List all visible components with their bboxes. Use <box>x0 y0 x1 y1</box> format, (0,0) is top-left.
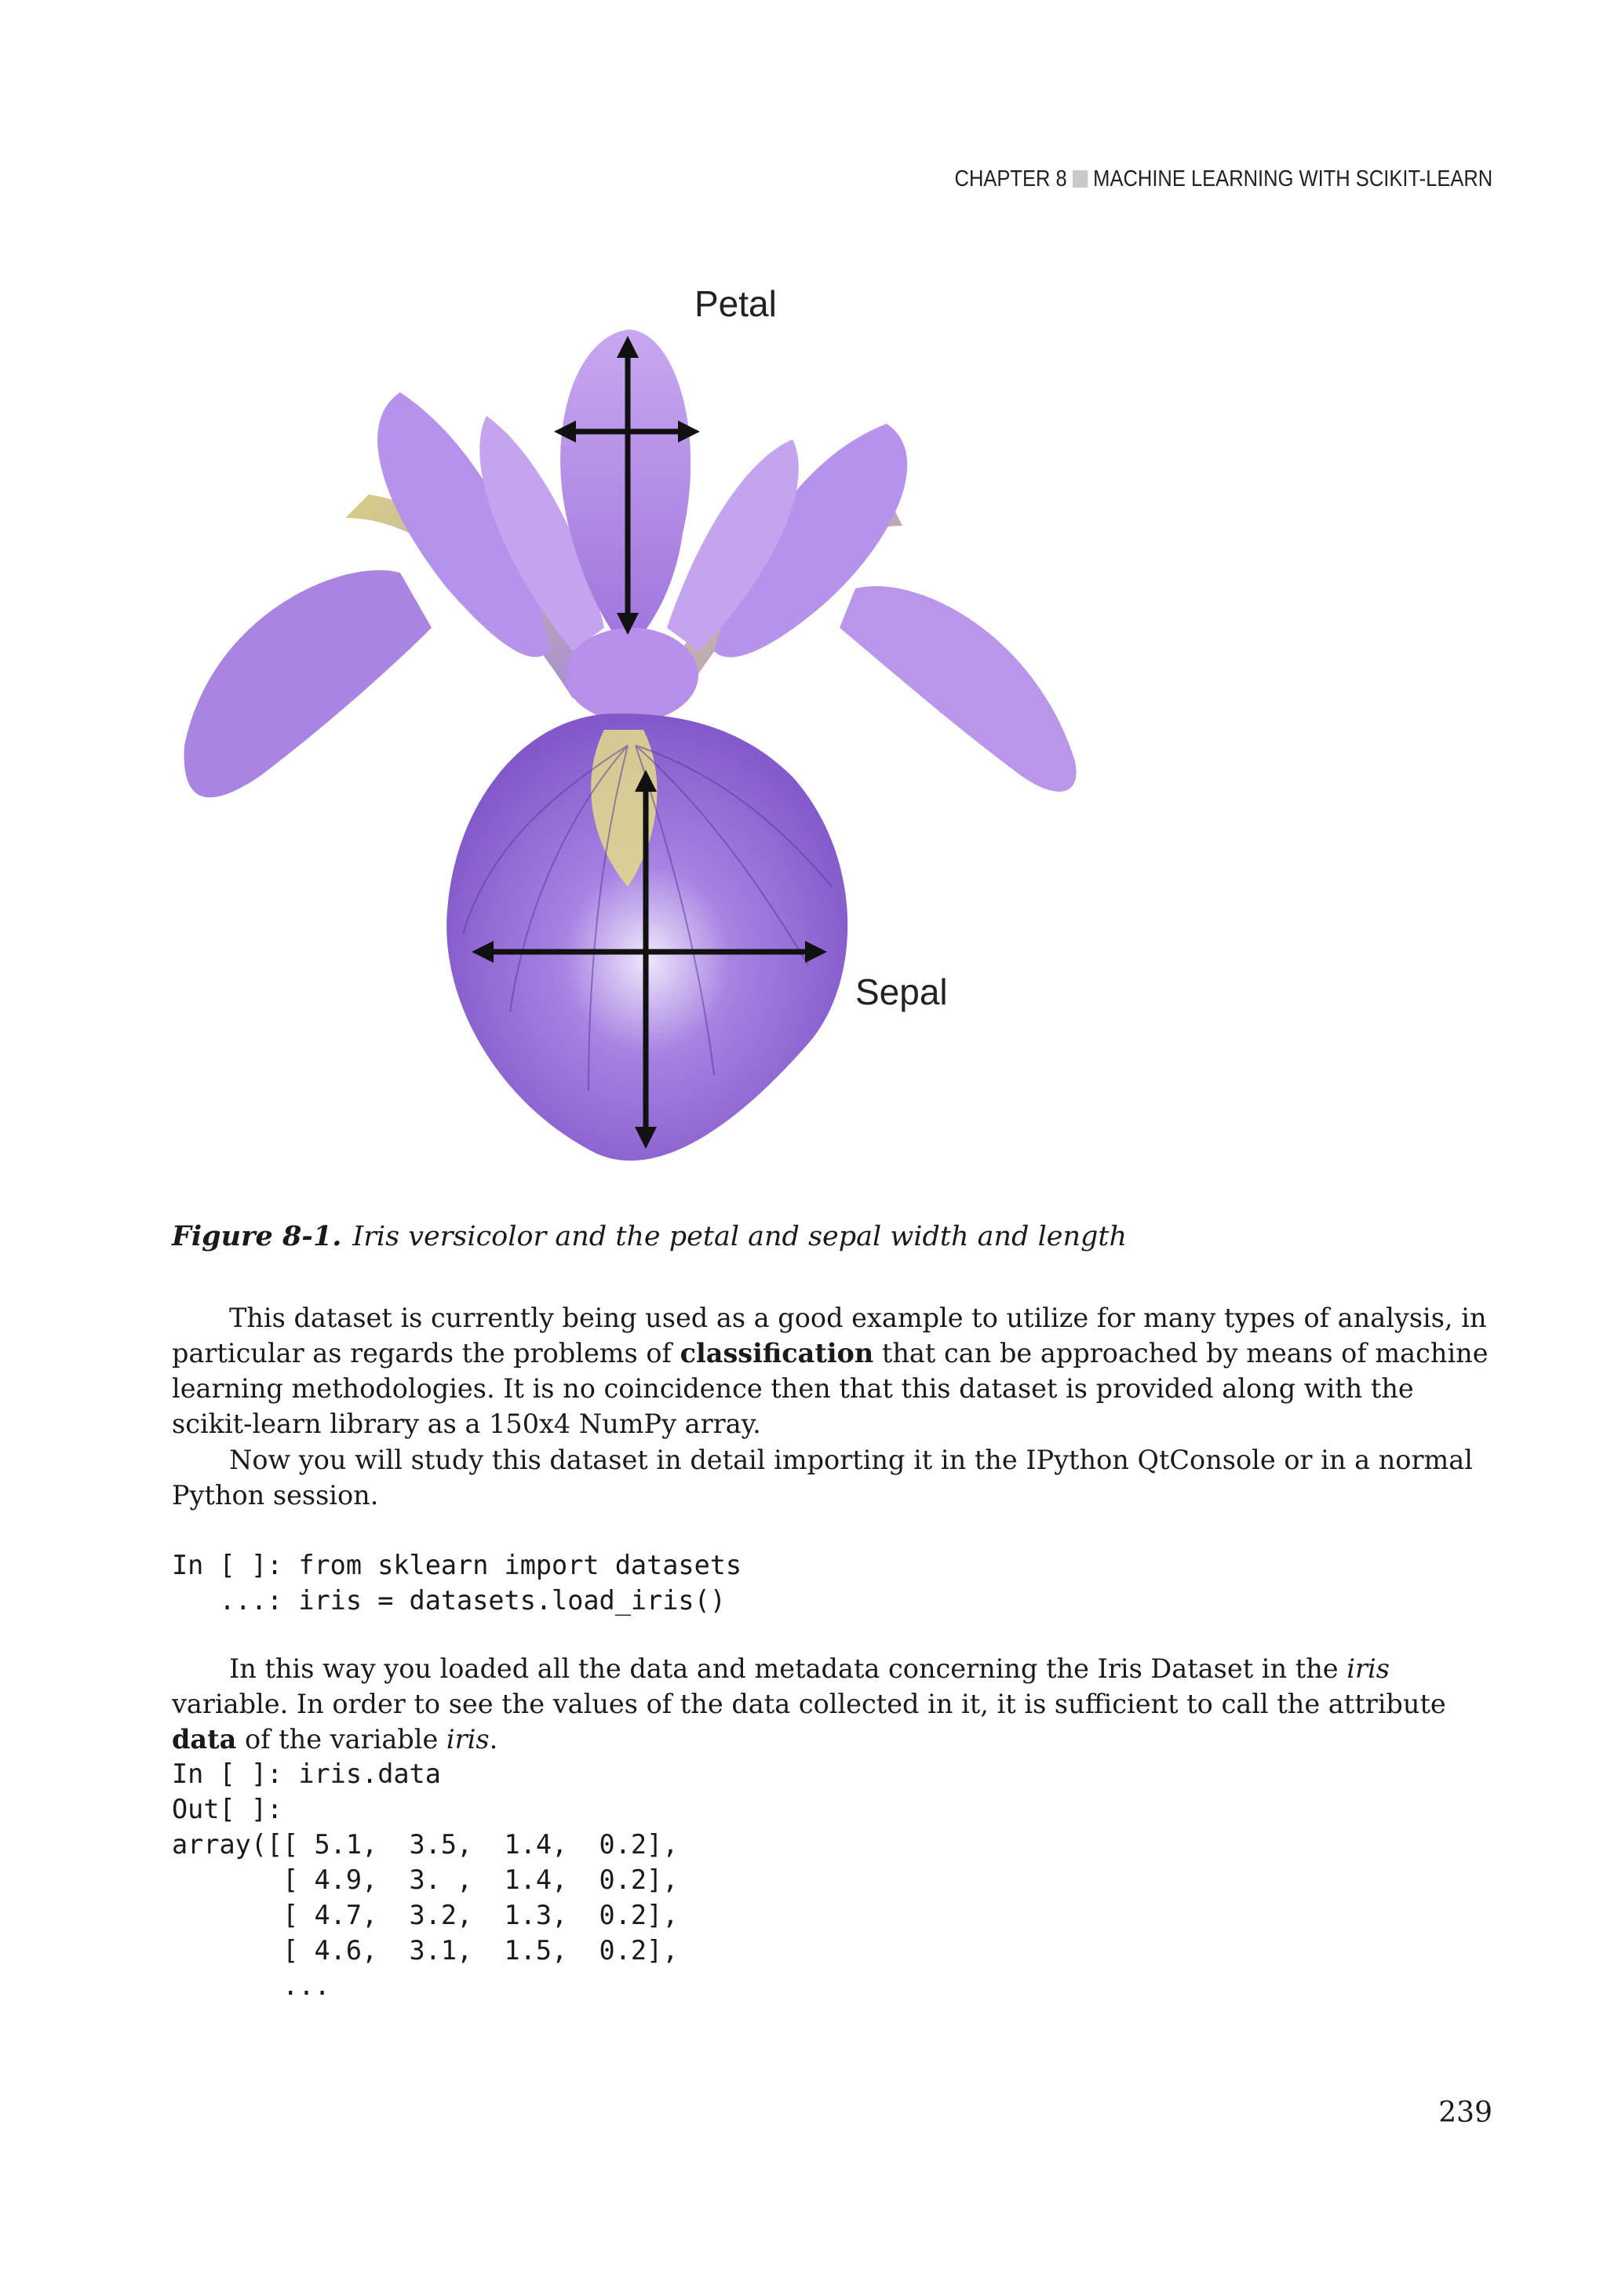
para3-text-b: variable. In order to see the values of the data collected in it, it is sufficient to call the attribute <box>172 1689 1446 1719</box>
page-number: 239 <box>1438 2097 1492 2129</box>
running-header <box>954 166 1492 192</box>
flower-center <box>565 628 698 722</box>
para3-text-a: In this way you loaded all the data and metadata concerning the Iris Dataset in the <box>229 1653 1347 1684</box>
code-block-load-iris: In [ ]: from sklearn import datasets ...: iris = datasets.load_iris() <box>172 1550 742 1616</box>
para1-bold-term: classification <box>680 1338 874 1368</box>
petal-label: Petal <box>694 283 777 324</box>
code-block-iris-data-output: In [ ]: iris.data Out[ ]: array([[ 5.1, 3.5, 1.4, 0.2], [ 4.9, 3. , 1.4, 0.2], [ 4.7, 3.2, 1.3, 0.2], [ 4.6, 3.1, 1.5, 0.2], ... <box>172 1758 679 2001</box>
paragraph-iris-data <box>172 1651 1498 1757</box>
left-fall-petal <box>184 570 432 798</box>
sepal-label: Sepal <box>855 971 948 1012</box>
para1-text-b: that can be approached by means of machine learning methodologies. It is no coincidence then that this dataset is provided along with the scikit-learn library as a 150x4 NumPy array. <box>172 1338 1489 1439</box>
paragraph-study-dataset: Now you will study this dataset in detail importing it in the IPython QtConsole or in a normal Python session. <box>172 1445 1473 1511</box>
iris-figure <box>165 259 1106 1185</box>
para3-italic-iris-2: iris <box>446 1724 490 1755</box>
chapter-title: MACHINE LEARNING WITH SCIKIT-LEARN <box>1092 166 1492 191</box>
para3-text-d: . <box>489 1724 498 1755</box>
para1-text-a: This dataset is currently being used as a good example to utilize for many types of analysis, in particular as regards the problems of <box>172 1303 1487 1368</box>
figure-label: Figure 8-1. <box>172 1220 342 1252</box>
para3-text-c: of the variable <box>236 1724 446 1755</box>
caption-text: Iris versicolor and the petal and sepal width and length <box>352 1221 1128 1252</box>
para3-italic-iris-1: iris <box>1346 1653 1390 1684</box>
chapter-number: CHAPTER 8 <box>954 166 1067 191</box>
header-separator <box>1073 170 1088 188</box>
right-fall-petal <box>840 586 1077 792</box>
figure-caption <box>172 1220 1127 1252</box>
iris-illustration <box>165 259 1106 1185</box>
para3-bold-data: data <box>172 1724 237 1755</box>
paragraph-dataset-intro <box>172 1300 1498 1441</box>
